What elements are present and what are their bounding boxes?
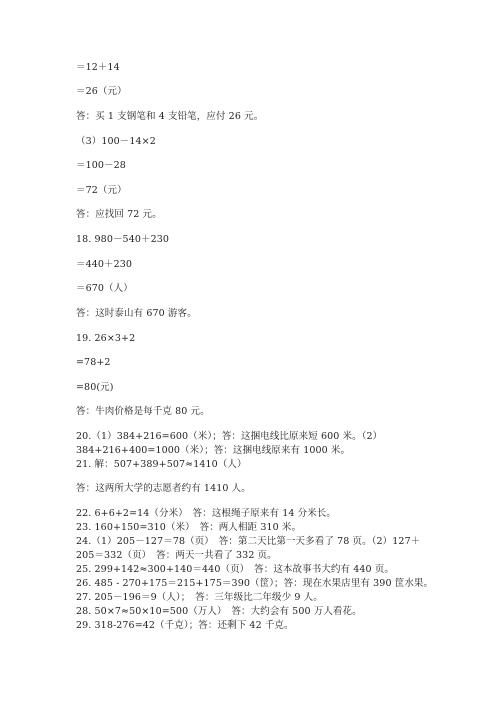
equation-line: ＝440＋230 [76,259,133,270]
equation-line: =80(元) [76,382,114,393]
problem-line: 28. 50×7≈50×10=500（万人） 答：大约会有 500 万人看花。 [76,606,362,617]
equation-line: ＝12＋14 [76,62,120,73]
problem-line: 19. 26×3+2 [76,333,136,344]
problem-line: 20.（1）384+216=600（米）；答：这捆电线比原来短 600 米。（2） [76,431,383,442]
problem-line: 384+216+400=1000（米）；答：这捆电线原来有 1000 米。 [76,445,351,456]
problem-line: 23. 160+150=310（米） 答：两人相距 310 米。 [76,522,302,533]
answer-line: 答：买 1 支钢笔和 4 支铅笔，应付 26 元。 [76,111,264,122]
equation-line: ＝670（人） [76,283,133,294]
problem-line: 18. 980－540＋230 [76,234,170,245]
equation-line: ＝72（元） [76,185,127,196]
problem-line: （3）100－14×2 [76,136,156,147]
problem-line: 27. 205－196＝9（人）； 答：三年级比二年级少 9 人。 [76,592,323,603]
problem-line: 25. 299+142≈300+140＝440（页） 答：这本故事书大约有 440 页。 [76,564,394,575]
answer-line: 答：这时泰山有 670 游客。 [76,308,197,319]
answer-line: 答：应找回 72 元。 [76,209,162,220]
problem-line: 26. 485 - 270+175＝215+175＝390（筐）；答：现在水果店里有 390 筐水果。 [76,578,434,589]
equation-line: ＝100－28 [76,160,126,171]
problem-line: 22. 6+6+2=14（分米） 答：这根绳子原来有 14 分米长。 [76,508,337,519]
answer-line: 答：牛肉价格是每千克 80 元。 [76,406,210,417]
answer-line: 答：这两所大学的志愿者约有 1410 人。 [76,483,251,494]
problem-line: 24.（1）205－127＝78（页） 答：第二天比第一天多看了 78 页。（2）127＋ [76,536,421,547]
equation-line: =78+2 [76,357,111,368]
problem-line: 29. 318-276=42（千克）；答：还剩下 42 千克。 [76,620,294,631]
equation-line: ＝26（元） [76,86,127,97]
problem-line: 21. 解：507+389+507≈1410（人） [76,459,247,470]
problem-line: 205＝332（页） 答：两天一共看了 332 页。 [76,550,277,561]
